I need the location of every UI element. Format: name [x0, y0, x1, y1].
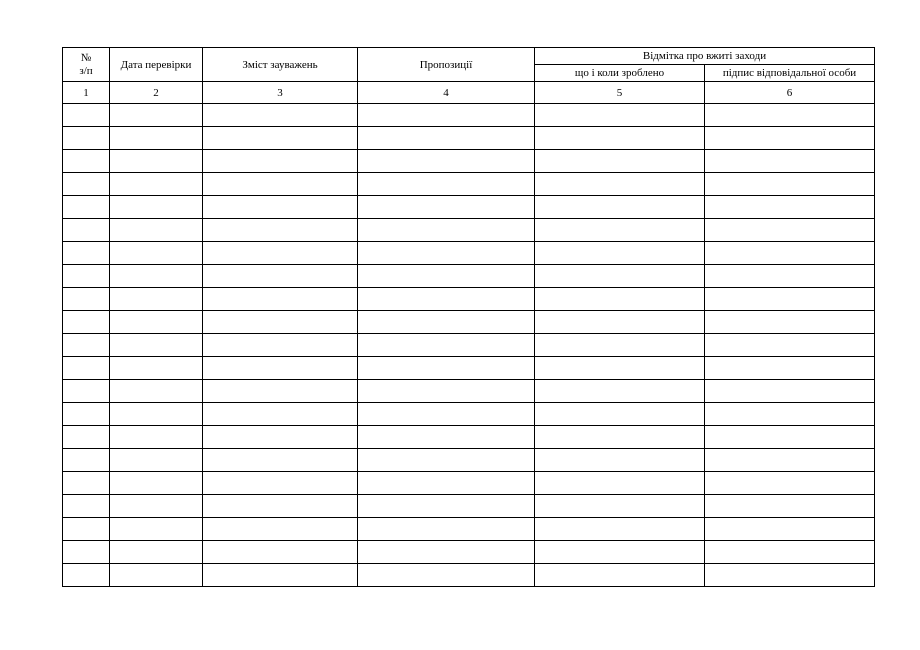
table-row	[63, 265, 875, 288]
empty-cell	[63, 449, 110, 472]
empty-cell	[63, 518, 110, 541]
empty-cell	[535, 104, 705, 127]
empty-cell	[358, 495, 535, 518]
empty-cell	[203, 541, 358, 564]
empty-cell	[535, 288, 705, 311]
empty-cell	[63, 196, 110, 219]
empty-cell	[63, 334, 110, 357]
empty-cell	[63, 403, 110, 426]
empty-cell	[110, 472, 203, 495]
column-number: 4	[358, 82, 535, 104]
empty-cell	[705, 150, 875, 173]
empty-cell	[203, 357, 358, 380]
empty-cell	[63, 104, 110, 127]
empty-cell	[705, 564, 875, 587]
empty-cell	[203, 380, 358, 403]
empty-cell	[110, 242, 203, 265]
empty-cell	[535, 518, 705, 541]
empty-cell	[203, 196, 358, 219]
table-row	[63, 472, 875, 495]
empty-cell	[110, 311, 203, 334]
empty-cell	[535, 127, 705, 150]
empty-cell	[110, 150, 203, 173]
empty-cell	[203, 127, 358, 150]
column-number: 1	[63, 82, 110, 104]
empty-cell	[358, 242, 535, 265]
empty-cell	[535, 426, 705, 449]
empty-cell	[110, 564, 203, 587]
empty-cell	[705, 196, 875, 219]
empty-cell	[358, 265, 535, 288]
empty-cell	[63, 150, 110, 173]
empty-cell	[203, 564, 358, 587]
empty-cell	[203, 288, 358, 311]
empty-cell	[358, 288, 535, 311]
empty-cell	[535, 403, 705, 426]
empty-cell	[358, 518, 535, 541]
table-row	[63, 518, 875, 541]
empty-cell	[203, 403, 358, 426]
column-number: 5	[535, 82, 705, 104]
empty-cell	[705, 127, 875, 150]
empty-cell	[63, 127, 110, 150]
empty-cell	[535, 173, 705, 196]
empty-cell	[535, 541, 705, 564]
empty-cell	[63, 173, 110, 196]
empty-cell	[110, 334, 203, 357]
empty-cell	[705, 380, 875, 403]
empty-cell	[535, 357, 705, 380]
table-row	[63, 173, 875, 196]
empty-cell	[535, 495, 705, 518]
empty-cell	[358, 104, 535, 127]
table-row	[63, 495, 875, 518]
table-row	[63, 219, 875, 242]
empty-cell	[535, 564, 705, 587]
table-row	[63, 196, 875, 219]
table-row	[63, 311, 875, 334]
empty-cell	[358, 150, 535, 173]
table-row	[63, 426, 875, 449]
empty-cell	[358, 403, 535, 426]
header-remarks-content: Зміст зауважень	[203, 48, 358, 82]
empty-cell	[203, 334, 358, 357]
empty-cell	[705, 449, 875, 472]
empty-cell	[705, 403, 875, 426]
empty-cell	[358, 196, 535, 219]
table-row	[63, 288, 875, 311]
empty-cell	[110, 127, 203, 150]
empty-cell	[203, 449, 358, 472]
journal-sheet	[62, 47, 875, 587]
table-body	[63, 82, 875, 587]
empty-cell	[63, 564, 110, 587]
empty-cell	[203, 173, 358, 196]
empty-cell	[705, 288, 875, 311]
empty-cell	[705, 311, 875, 334]
empty-cell	[110, 196, 203, 219]
table-row	[63, 150, 875, 173]
empty-cell	[203, 104, 358, 127]
empty-cell	[358, 357, 535, 380]
empty-cell	[203, 311, 358, 334]
empty-cell	[358, 472, 535, 495]
empty-cell	[358, 449, 535, 472]
header-number-sign: №	[80, 51, 92, 64]
table-row	[63, 449, 875, 472]
empty-cell	[110, 265, 203, 288]
empty-cell	[110, 449, 203, 472]
empty-cell	[203, 265, 358, 288]
column-number: 2	[110, 82, 203, 104]
header-number-abbr: з/п	[79, 64, 93, 77]
empty-cell	[110, 541, 203, 564]
empty-cell	[535, 311, 705, 334]
empty-cell	[203, 242, 358, 265]
empty-cell	[705, 173, 875, 196]
empty-cell	[110, 403, 203, 426]
empty-cell	[110, 357, 203, 380]
table-row	[63, 403, 875, 426]
table-row	[63, 242, 875, 265]
empty-cell	[535, 472, 705, 495]
table-row	[63, 357, 875, 380]
empty-cell	[63, 265, 110, 288]
empty-cell	[63, 472, 110, 495]
empty-cell	[110, 104, 203, 127]
empty-cell	[203, 472, 358, 495]
empty-cell	[63, 288, 110, 311]
column-number: 3	[203, 82, 358, 104]
empty-cell	[110, 219, 203, 242]
empty-cell	[705, 426, 875, 449]
header-number	[63, 48, 110, 82]
empty-cell	[63, 426, 110, 449]
empty-cell	[203, 150, 358, 173]
empty-cell	[705, 334, 875, 357]
empty-cell	[705, 242, 875, 265]
empty-cell	[535, 242, 705, 265]
empty-cell	[358, 426, 535, 449]
empty-cell	[535, 334, 705, 357]
empty-cell	[535, 380, 705, 403]
header-measures-group: Відмітка про вжиті заходи	[535, 48, 875, 65]
table-row	[63, 541, 875, 564]
empty-cell	[63, 380, 110, 403]
empty-cell	[358, 334, 535, 357]
empty-cell	[705, 518, 875, 541]
header-proposals: Пропозиції	[358, 48, 535, 82]
table-row	[63, 334, 875, 357]
empty-cell	[358, 311, 535, 334]
empty-cell	[535, 219, 705, 242]
empty-cell	[203, 219, 358, 242]
empty-cell	[705, 104, 875, 127]
empty-cell	[705, 219, 875, 242]
empty-cell	[110, 495, 203, 518]
header-row	[63, 48, 875, 65]
empty-cell	[358, 564, 535, 587]
empty-cell	[203, 426, 358, 449]
empty-cell	[705, 472, 875, 495]
empty-cell	[203, 495, 358, 518]
header-responsible-signature: підпис відповідальної особи	[705, 65, 875, 82]
table-row	[63, 127, 875, 150]
column-number-row	[63, 82, 875, 104]
empty-cell	[535, 265, 705, 288]
empty-cell	[358, 380, 535, 403]
empty-cell	[705, 357, 875, 380]
empty-cell	[705, 265, 875, 288]
empty-cell	[110, 173, 203, 196]
empty-cell	[535, 449, 705, 472]
inspection-journal-table	[62, 47, 875, 587]
table-row	[63, 380, 875, 403]
column-number: 6	[705, 82, 875, 104]
empty-cell	[63, 541, 110, 564]
empty-cell	[705, 541, 875, 564]
empty-cell	[110, 518, 203, 541]
empty-cell	[358, 541, 535, 564]
empty-cell	[203, 518, 358, 541]
empty-cell	[705, 495, 875, 518]
empty-cell	[535, 196, 705, 219]
empty-cell	[63, 242, 110, 265]
table-row	[63, 564, 875, 587]
empty-cell	[110, 288, 203, 311]
header-inspection-date: Дата перевірки	[110, 48, 203, 82]
table-row	[63, 104, 875, 127]
header-what-when-done: що і коли зроблено	[535, 65, 705, 82]
empty-cell	[535, 150, 705, 173]
empty-cell	[63, 495, 110, 518]
empty-cell	[358, 219, 535, 242]
empty-cell	[63, 219, 110, 242]
empty-cell	[110, 426, 203, 449]
empty-cell	[63, 357, 110, 380]
empty-cell	[358, 173, 535, 196]
empty-cell	[358, 127, 535, 150]
empty-cell	[63, 311, 110, 334]
empty-cell	[110, 380, 203, 403]
